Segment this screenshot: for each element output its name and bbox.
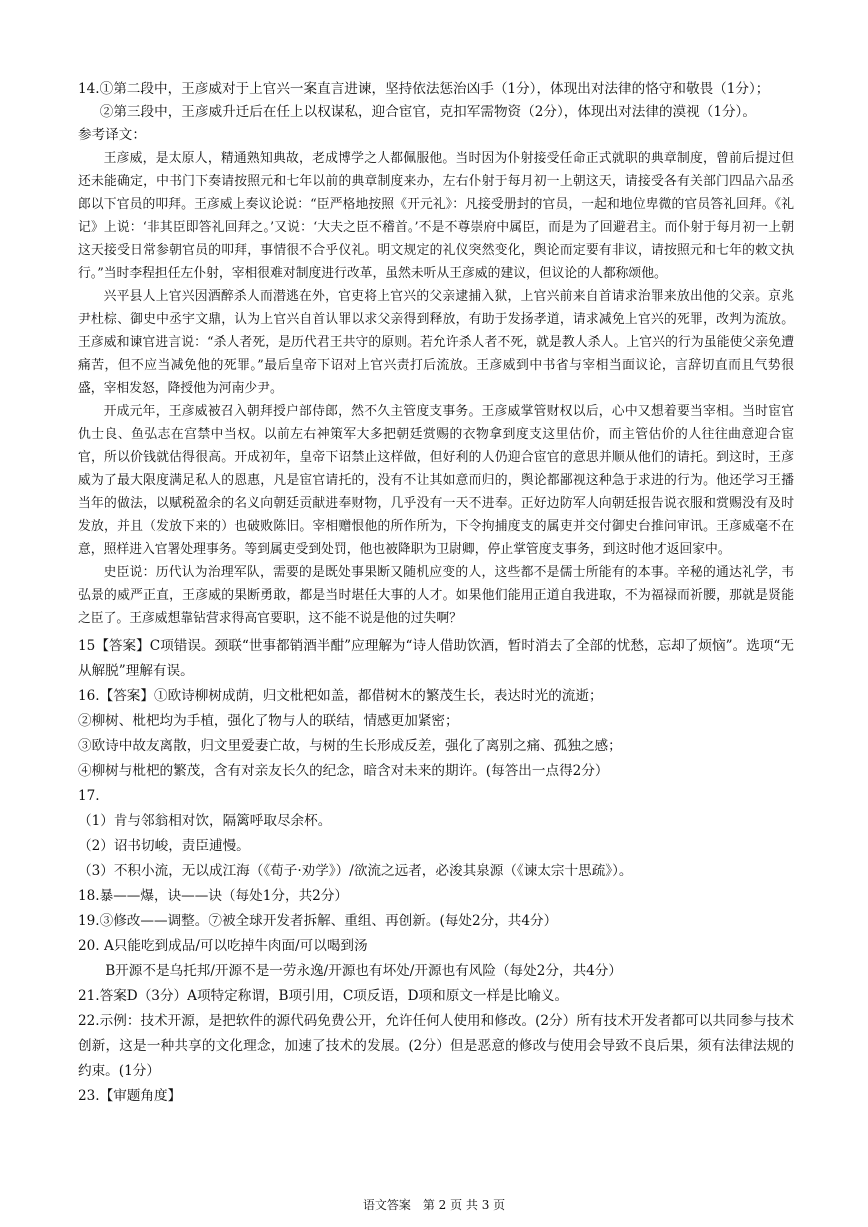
q14-answer-part1: 14.①第二段中，王彦威对于上官兴一案直言进谏，坚持依法惩治凶手（1分），体现出对法律的恪守和敬畏（1分）；	[78, 81, 770, 97]
answer-16-point-2: ②柳树、枇杷均为手植，强化了物与人的联结，情感更加紧密；	[78, 713, 459, 729]
answer-17-number: 17.	[78, 788, 100, 804]
answer-23-heading: 23.【审题角度】	[78, 1088, 182, 1104]
answer-17-3: （3）不积小流，无以成江海（《荀子·劝学》）/欲流之远者，必浚其泉源（《谏太宗十思疏》）。	[78, 863, 633, 879]
answer-22: 22.示例：技术开源，是把软件的源代码免费公开，允许任何人使用和修改。(2分）所有技术开发者都可以共同参与技术创新，这是一种共享的文化理念，加速了技术的发展。(2分）但是恶意的修改与使用会导致不良后果，须有法律法规的约束。(1分）	[78, 1013, 794, 1079]
answer-19: 19.③修改——调整。⑦被全球开发者拆解、重组、再创新。(每处2分，共4分）	[78, 913, 558, 929]
reference-translation	[78, 124, 794, 630]
answer-16-point-3: ③欧诗中故友离散，归文里爱妻亡故，与树的生长形成反差，强化了离别之痛、孤独之感；	[78, 738, 622, 754]
translation-paragraph: 开成元年，王彦威被召入朝拜授户部侍郎，然不久主管度支事务。王彦威掌管财权以后，心中又想着要当宰相。当时宦官仇士良、鱼弘志在宫禁中当权。以前左右神策军大多把朝廷赏赐的衣物拿到度支这里估价，而主管估价的人往往曲意迎合宦官，所以价钱就估得很高。开成初年，皇帝下诏禁止这样做，但好利的人仍迎合宦官的意思并顺从他们的请托。到这时，王彦威为了最大限度满足私人的恩惠，凡是宦官请托的，没有不让其如意而归的，舆论都鄙视这种急于求进的行为。他还学习王播当年的做法，以赋税盈余的名义向朝廷贡献进奉财物，几乎没有一天不进奉。正好边防军人向朝廷报告说衣服和赏赐没有及时发放，并且（发放下来的）也破败陈旧。宰相赠恨他的所作所为，下令拘捕度支的属吏并交付御史台推问审讯。王彦威毫不在意，照样进入官署处理事务。等到属吏受到处罚，他也被降职为卫尉卿，停止掌管度支事务，到这时他才返回家中。	[78, 404, 794, 557]
answer-18: 18.暴——爆，诀——诀（每处1分，共2分）	[78, 888, 349, 904]
answer-20-b: B开源不是乌托邦/开源不是一劳永逸/开源也有坏处/开源也有风险（每处2分，共4分）	[105, 963, 622, 979]
translation-label: 参考译文：	[78, 127, 146, 143]
page-footer: 语文答案 第 2 页 共 3 页	[362, 1198, 506, 1212]
answer-15: 15【答案】C项错误。颈联“世事都销酒半酣”应理解为“诗人借助饮酒，暂时消去了全部的忧愁，忘却了烦恼”。选项“无从解脱”理解有误。	[78, 638, 794, 679]
answers-section	[78, 634, 794, 1109]
answer-16-point-4: ④柳树与枇杷的繁茂，含有对亲友长久的纪念，暗含对未来的期许。(每答出一点得2分）	[78, 763, 609, 779]
page-content	[78, 78, 794, 1109]
translation-paragraph: 兴平县人上官兴因酒醉杀人而潜逃在外，官吏将上官兴的父亲逮捕入狱，上官兴前来自首请求治罪来放出他的父亲。京兆尹杜棕、御史中丞宇文鼎，认为上官兴自首认罪以求父亲得到释放，有助于发扬孝道，请求减免上官兴的死罪，改判为流放。王彦威和谏官进言说：“杀人者死，是历代君王共守的原则。若允许杀人者不死，就是教人杀人。上官兴的行为虽能使父亲免遭痛苦，但不应当减免他的死罪。”最后皇帝下诏对上官兴责打后流放。王彦威到中书省与宰相当面议论，言辞切直而且气势很盛，宰相发怒，降授他为河南少尹。	[78, 289, 794, 396]
q14-answer-part2: ②第三段中，王彦威升迁后在任上以权谋私，迎合宦官，克扣军需物资（2分），体现出对法律的漠视（1分）。	[99, 104, 756, 120]
answer-17-1: （1）肯与邻翁相对饮，隔篱呼取尽余杯。	[78, 813, 332, 829]
answer-17-2: （2）诏书切峻，责臣逋慢。	[78, 838, 250, 854]
answer-16: 16.【答案】①欧诗柳树成荫，归文枇杷如盖，都借树木的繁茂生长，表达时光的流逝；	[78, 688, 603, 704]
translation-paragraph: 史臣说：历代认为治理军队，需要的是既处事果断又随机应变的人，这些都不是儒士所能有的本事。辛秘的通达礼学，韦弘景的威严正直，王彦威的果断勇敢，都是当时堪任大事的人才。如果他们能用正道自我进取，不为福禄而祈腰，那就是贤能之臣了。王彦威想靠钻营求得高官要职，这不能不说是他的过失啊？	[78, 565, 794, 626]
translation-paragraph: 王彦威，是太原人，精通熟知典故，老成博学之人都佩服他。当时因为仆射接受任命正式就职的典章制度，曾前后提过但还未能确定，中书门下奏请按照元和七年以前的典章制度来办，左右仆射于每月初一上朝这天，请接受各有关部门四品六品丞郎以下官员的叩拜。王彦威上奏议论说：“臣严格地按照《开元礼》：凡接受册封的官员，一起和地位卑微的官员答礼回拜。《礼记》上说：‘非其臣即答礼回拜之。’又说：‘大夫之臣不稽首。’不是不尊崇府中属臣，而是为了回避君主。而仆射于每月初一上朝这天接受日常参朝官员的叩拜，事情很不合乎仪礼。明文规定的礼仪突然变化，舆论而定要有非议，请按照元和七年的敕文执行。”当时李程担任左仆射，宰相很难对制度进行改革，虽然未听从王彦威的建议，但议论的人都称颂他。	[78, 151, 794, 281]
answer-20-a: 20. A只能吃到成品/可以吃掉牛肉面/可以喝到汤	[78, 938, 368, 954]
answer-21: 21.答案D（3分）A项特定称谓，B项引用，C项反语，D项和原文一样是比喻义。	[78, 988, 569, 1004]
